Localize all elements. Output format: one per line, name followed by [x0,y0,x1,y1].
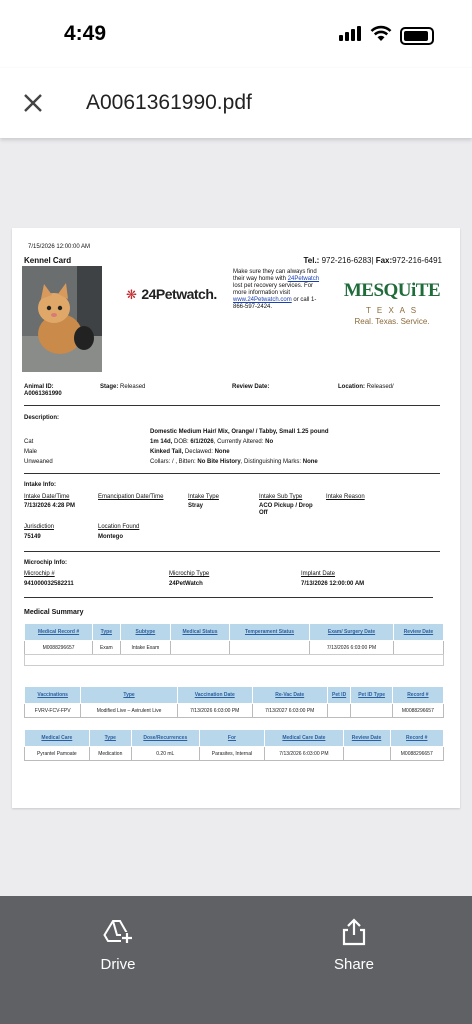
table-cell: 7/13/2026 6:03:00 PM [310,641,394,655]
status-bar [0,0,472,68]
medical-care-table [24,729,444,761]
promo-line: 866-597-2424. [233,304,273,310]
stage-label: Stage: [100,384,119,390]
bottom-action-bar [0,896,472,1024]
implant-date-label: Implant Date [301,571,336,577]
table-header: Medical Status [171,624,230,641]
table-cell: M0088296657 [390,747,444,761]
table-header: Exam/ Surgery Date [310,624,394,641]
table-cell [343,747,390,761]
page-heading: Kennel Card [24,256,72,265]
24petwatch-url-link[interactable]: www.24Petwatch.com [233,297,292,303]
jurisdiction [24,524,54,541]
table-cell [229,641,309,655]
breed: Domestic Medium Hair/ Mix, Orange/ / Tabby, Small 1.25 pound [150,429,329,435]
microchip-type-value: 24PetWatch [169,581,203,587]
table-cell: Pyrantel Pamoate [25,747,90,761]
stage-value: Released [120,384,146,390]
table-header: Pet ID Type [351,687,392,704]
description-basics [24,437,53,467]
share-button[interactable] [294,918,414,973]
table-cell: M0088296657 [392,704,443,718]
table-header: Vaccinations [25,687,81,704]
location-found-value: Montego [98,534,123,540]
table-cell: Modified Live – Avirulent Live [81,704,177,718]
mesquite-logo [340,280,444,326]
location-found [98,524,139,541]
cellular-signal-icon [339,25,363,41]
table-cell: M0088296657 [25,641,93,655]
mesquite-logo-name: MESQUiTE [343,280,441,301]
weaned-status: Unweaned [24,459,53,465]
table-header: Vaccination Date [177,687,252,704]
share-label: Share [333,956,375,973]
tel-label: Tel.: [303,256,320,265]
table-header: Record # [390,730,444,747]
animal-id-label: Animal ID: [24,384,54,390]
24petwatch-link[interactable]: 24Petwatch [287,276,320,282]
description-details: Domestic Medium Hair/ Mix, Orange/ / Tabby, Small 1.25 pound 1m 14d, DOB: 6/1/2026, Currently Altered: No Kinked Tail, Declawed: None Collars: / , Bitten: No Bite History, Distinguishing Marks: None [150,429,329,465]
drive-add-icon [103,918,133,946]
divider [24,473,440,474]
table-header: Type [89,730,131,747]
tel-value: 972-216-6283| [321,256,374,265]
pdf-page[interactable] [12,228,460,808]
declawed-value: None [214,449,230,455]
microchip-type-label: Microchip Type [169,571,210,577]
mesquite-logo-tagline: Real. Texas. Service. [354,317,430,326]
table-header: Re-Vac Date [252,687,327,704]
table-header: Subtype [120,624,171,641]
print-date: 7/15/2026 12:00:00 AM [28,244,91,250]
table-cell: Parasites, Internal [199,747,265,761]
24petwatch-logo-text: 24Petwatch. [141,286,217,302]
table-cell: 0.20 mL [131,747,199,761]
table-cell [393,641,443,655]
microchip-number-value: 941000032582211 [24,581,74,587]
intake-type [188,494,219,510]
table-header: Review Date [343,730,390,747]
review-date-label: Review Date: [232,384,270,390]
table-header: Pet ID [327,687,351,704]
pet-promo-text [233,269,337,311]
location-found-label: Location Found [98,524,140,530]
table-header: For [199,730,265,747]
species: Cat [24,439,34,445]
declawed-label: Declawed: [184,449,213,455]
intake-date-label: Intake Date/Time [24,494,70,500]
table-header: Record # [392,687,443,704]
implant-date [301,571,364,588]
intake-type-value: Stray [188,503,204,509]
table-cell: Intake Exam [120,641,171,655]
stage [100,384,145,391]
table-header: Review Date [393,624,443,641]
emancipation-label: Emancipation Date/Time [98,494,164,500]
fax-value: 972-216-6491 [392,256,442,265]
app-bar [0,68,472,138]
table-spacer [24,654,444,666]
table-cell: 7/13/2026 6:03:00 PM [265,747,343,761]
contact-line [303,256,442,265]
age: 1m 14d, [150,439,173,445]
intake-date [24,494,75,510]
promo-line: lost pet recovery services. For [233,283,314,289]
divider [24,597,433,598]
promo-line: or call 1- [291,297,317,303]
table-cell [351,704,392,718]
24petwatch-logo [126,286,217,304]
location-value: Released/ [366,384,394,390]
animal-id-value: A0061361990 [24,391,62,397]
microchip-number-label: Microchip # [24,571,55,577]
dob-value: 6/1/2026 [190,439,214,445]
table-row [25,641,444,655]
fax-label: Fax: [375,256,393,265]
table-cell: Medication [89,747,131,761]
location [338,384,394,391]
location-label: Location: [338,384,365,390]
promo-line: their way home with [233,276,288,282]
promo-line: more information visit [233,290,291,296]
table-header: Dose/Recurrences [131,730,199,747]
animal-photo [22,266,102,372]
divider [24,405,440,406]
close-icon[interactable] [22,92,44,114]
table-header: Temperament Status [229,624,309,641]
altered-value: No [265,439,274,445]
vaccinations-table [24,686,444,718]
medical-summary-label: Medical Summary [24,609,84,616]
description-label: Description: [24,415,60,421]
jurisdiction-value: 75149 [24,534,41,540]
drive-button[interactable] [58,918,178,973]
table-row [25,747,444,761]
intake-type-label: Intake Type [188,494,219,500]
intake-subtype [259,494,321,517]
sex: Male [24,449,38,455]
dob-label: DOB: [174,439,189,445]
table-header: Type [93,624,120,641]
intake-subtype-label: Intake Sub Type [259,494,303,500]
marks-value: None [302,459,318,465]
microchip-type [169,571,209,588]
share-icon [341,918,367,946]
table-row [25,704,444,718]
medical-records-table [24,623,444,655]
promo-line: Make sure they can always find [233,269,317,275]
file-title: A0061361990.pdf [86,91,252,114]
paw-icon: ❋ [126,287,137,302]
table-header: Type [81,687,177,704]
intake-reason-label: Intake Reason [326,494,365,500]
table-header: Medical Care [25,730,90,747]
bite-history: No Bite History [197,459,241,465]
wifi-icon [370,25,392,42]
jurisdiction-label: Jurisdiction [24,524,55,530]
table-cell [171,641,230,655]
table-cell: Exam [93,641,120,655]
status-time: 4:49 [64,22,107,45]
table-cell: 7/13/2027 6:03:00 PM [252,704,327,718]
intake-date-value: 7/13/2026 4:28 PM [24,503,76,509]
marks-label: , Distinguishing Marks: [240,459,302,465]
table-cell [327,704,351,718]
implant-date-value: 7/13/2026 12:00:00 AM [301,581,365,587]
drive-label: Drive [100,956,136,973]
collars: Collars: / , Bitten: [150,459,196,465]
table-header: Medical Record # [25,624,93,641]
microchip-number [24,571,74,588]
intake-info-label: Intake Info: [24,482,57,488]
table-cell: 7/13/2026 6:03:00 PM [177,704,252,718]
altered-label: Currently Altered: [217,439,264,445]
intake-subtype-value: ACO Pickup / Drop Off [259,503,313,516]
divider [24,551,440,552]
microchip-info-label: Microchip Info: [24,560,67,566]
kinked-tail: Kinked Tail, [150,449,184,455]
mesquite-logo-state: T E X A S [365,306,419,315]
battery-icon [400,27,434,45]
table-header: Medical Care Date [265,730,343,747]
animal-id [24,384,62,398]
table-cell: FVRV-FCV-FPV [25,704,81,718]
